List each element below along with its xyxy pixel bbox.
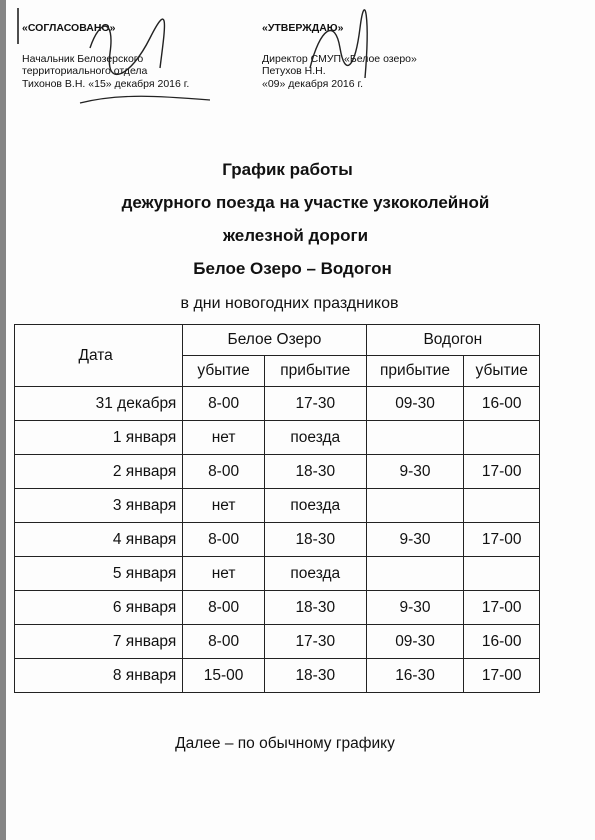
approval-line: Петухов Н.Н. (262, 65, 326, 77)
cell-a-arr: 17-30 (264, 387, 366, 421)
cell-b-dep: 17-00 (464, 591, 540, 625)
cell-b-dep: 17-00 (464, 523, 540, 557)
cell-a-arr: 18-30 (264, 455, 366, 489)
column-group-beloe-ozero: Белое Озеро (183, 325, 366, 356)
cell-a-arr: поезда (264, 489, 366, 523)
cell-b-dep: 16-00 (464, 625, 540, 659)
column-group-vodogon: Водогон (366, 325, 539, 356)
column-header-date: Дата (15, 325, 183, 387)
subtitle: в дни новогодних праздников (180, 295, 399, 312)
cell-b-arr: 9-30 (366, 455, 464, 489)
cell-a-dep: нет (183, 557, 265, 591)
schedule-table (14, 324, 540, 693)
cell-b-arr: 9-30 (366, 591, 464, 625)
table-row (15, 659, 540, 693)
table-header-row (15, 325, 540, 356)
column-header-arrival: прибытие (264, 356, 366, 387)
cell-date: 2 января (15, 455, 183, 489)
title-line: График работы (222, 160, 353, 179)
cell-date: 6 января (15, 591, 183, 625)
approval-heading-left: «СОГЛАСОВАНО» (22, 22, 116, 34)
table-row (15, 421, 540, 455)
cell-date: 1 января (15, 421, 183, 455)
cell-b-dep: 16-00 (464, 387, 540, 421)
cell-a-arr: 18-30 (264, 523, 366, 557)
title-line: дежурного поезда на участке узкоколейной (121, 193, 490, 212)
column-header-arrival: прибытие (366, 356, 464, 387)
approval-line: Директор СМУП «Белое озеро» (262, 52, 417, 65)
title-line: железной дороги (222, 226, 369, 245)
table-row (15, 387, 540, 421)
cell-b-arr: 16-30 (366, 659, 464, 693)
cell-a-dep: 15-00 (183, 659, 265, 693)
scan-edge (0, 0, 6, 840)
cell-b-arr (366, 421, 464, 455)
approval-line: Тихонов В.Н. «15» декабря 2016 г. (22, 77, 190, 90)
table-row (15, 489, 540, 523)
column-header-departure: убытие (464, 356, 540, 387)
cell-b-arr: 09-30 (366, 387, 464, 421)
cell-a-dep: нет (183, 421, 265, 455)
cell-a-dep: 8-00 (183, 625, 265, 659)
cell-date: 31 декабря (15, 387, 183, 421)
cell-b-arr: 09-30 (366, 625, 464, 659)
approval-line: «09» декабря 2016 г. (262, 77, 363, 90)
table-row (15, 557, 540, 591)
cell-b-arr (366, 489, 464, 523)
signature-left (70, 8, 230, 118)
table-row (15, 591, 540, 625)
cell-b-dep: 17-00 (464, 455, 540, 489)
cell-b-arr (366, 557, 464, 591)
table-row (15, 455, 540, 489)
table-row (15, 523, 540, 557)
cell-a-arr: поезда (264, 557, 366, 591)
cell-b-dep (464, 557, 540, 591)
column-header-departure: убытие (183, 356, 265, 387)
cell-b-dep: 17-00 (464, 659, 540, 693)
cell-a-arr: поезда (264, 421, 366, 455)
cell-date: 5 января (15, 557, 183, 591)
cell-a-dep: 8-00 (183, 387, 265, 421)
cell-b-dep (464, 421, 540, 455)
table-row (15, 625, 540, 659)
cell-a-dep: 8-00 (183, 455, 265, 489)
approval-line: территориального отдела (22, 65, 148, 77)
cell-b-dep (464, 489, 540, 523)
approval-heading-right: «УТВЕРЖДАЮ» (262, 22, 344, 34)
cell-a-dep: 8-00 (183, 591, 265, 625)
cell-b-arr: 9-30 (366, 523, 464, 557)
footer-note: Далее – по обычному графику (175, 735, 395, 752)
cell-a-dep: нет (183, 489, 265, 523)
cell-date: 7 января (15, 625, 183, 659)
approval-line: Начальник Белозерского (22, 52, 144, 65)
cell-a-arr: 18-30 (264, 659, 366, 693)
cell-date: 4 января (15, 523, 183, 557)
cell-date: 8 января (15, 659, 183, 693)
cell-a-arr: 17-30 (264, 625, 366, 659)
cell-date: 3 января (15, 489, 183, 523)
signature-right (300, 8, 380, 108)
cell-a-dep: 8-00 (183, 523, 265, 557)
cell-a-arr: 18-30 (264, 591, 366, 625)
signature-left-mark (8, 6, 28, 46)
title-line: Белое Озеро – Водогон (193, 259, 392, 278)
